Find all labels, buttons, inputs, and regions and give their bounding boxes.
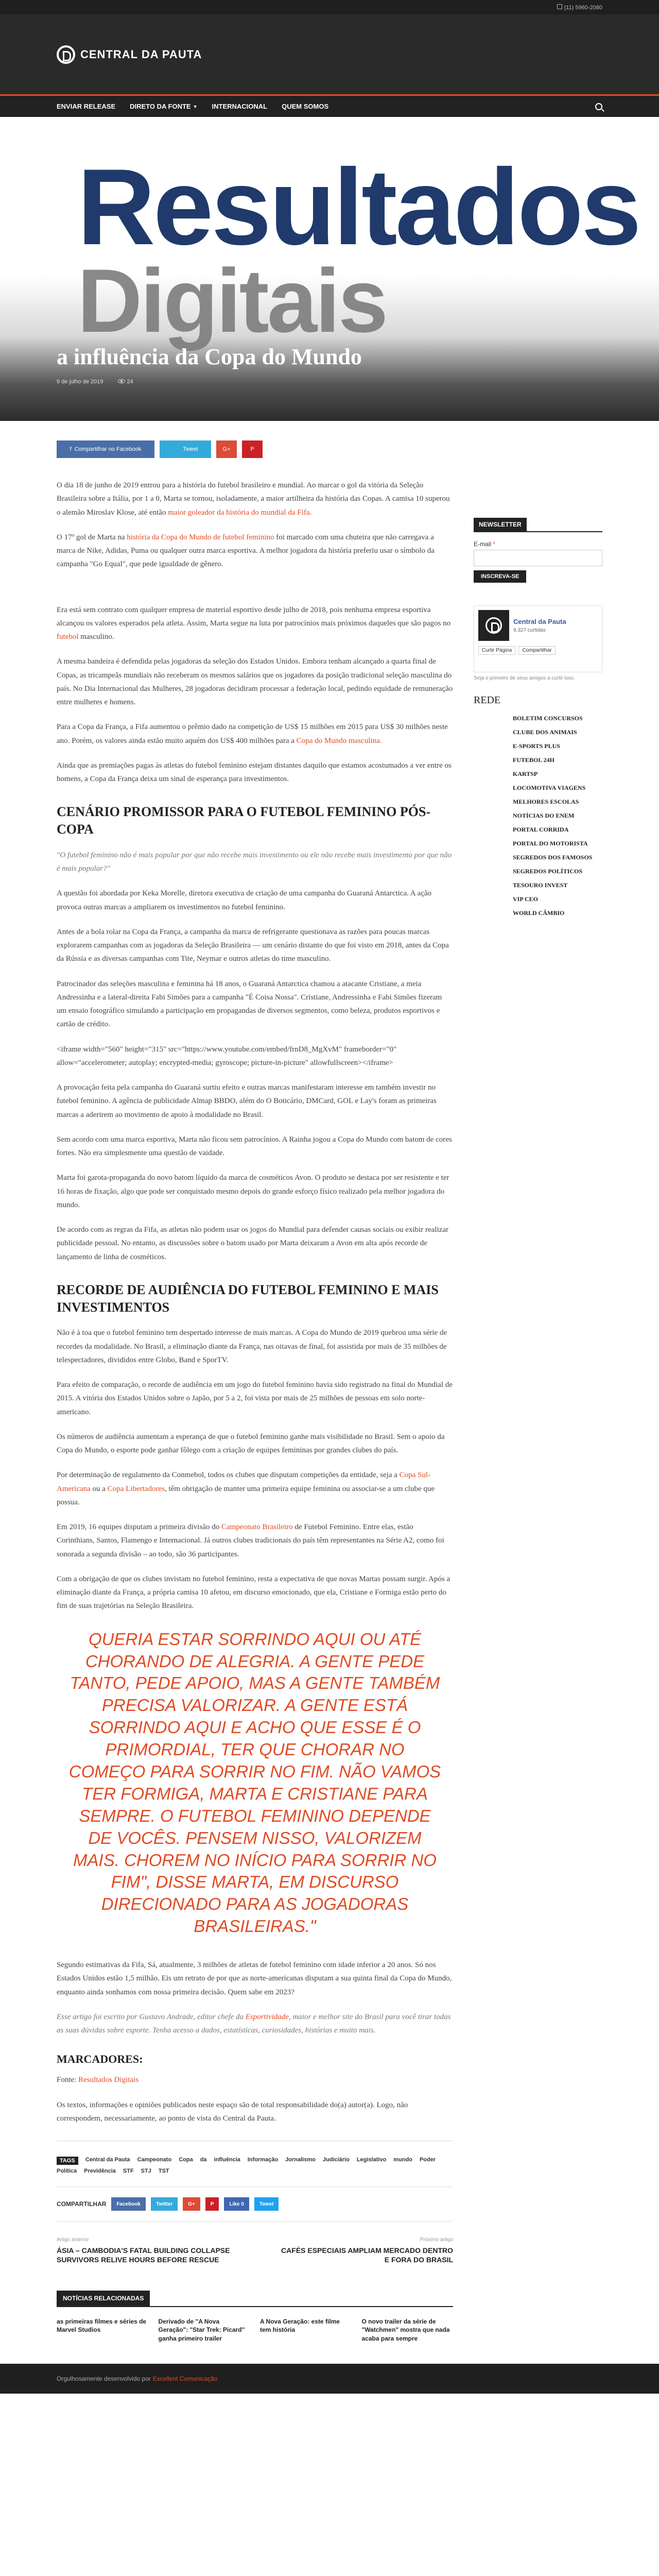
nav-item-quem-somos[interactable]: QUEM SOMOS	[282, 103, 329, 110]
paragraph: Em 2019, 16 equipes disputam a primeira divisão do Campeonato Brasileiro de Futebol Feminino. Entre elas, estão Corinthians, Santos, Flamengo e Internacional. Já outros clubes tradicionais do país têm representantes na Série A2, como foi sonorada a segunda divisão – ao todo, são 36 participantes.	[57, 1523, 444, 1558]
prev-label: Artigo anterior	[57, 2237, 89, 2243]
section-heading: RECORDE DE AUDIÊNCIA DO FUTEBOL FEMININO E MAIS INVESTIMENTOS	[57, 1282, 439, 1315]
paragraph: A mesma bandeira é defendida pelas jogadoras da seleção dos Estados Unidos. Embora tenham alcançado a quarta final de Copas, as tricampeãs mundiais não receberam os mesmos salários que os jogadores da posição tradicional seleção masculina do país. No Dia Internacional das Mulheres, 28 jogadoras decidiram processar a federação local, pedindo equidade de remuneração entre mulheres e homens.	[57, 657, 453, 706]
paragraph: Ainda que as premiações pagas às atletas do futebol feminino estejam distantes daquilo que estamos acostumados a ver entre os homens, a Copa da França deixa um sinal de esperança para investimentos.	[57, 761, 452, 783]
footer-link[interactable]: Excellent Comunicação	[152, 2375, 218, 2382]
paragraph: O dia 18 de junho de 2019 entrou para a história do futebol brasileiro e mundial. Ao marcar o gol da vitória da Seleção Brasileira sobre a Itália, por 1 a 0, Marta se tornou, isoladamente, a maior artilheira da história das Copas. A camisa 10 superou o alemão Miroslav Klose, até então maior goleador da história do mundial da Fifa.	[57, 481, 450, 517]
nav-item-internacional[interactable]: INTERNACIONAL	[212, 103, 268, 110]
rede-item[interactable]: MELHORES ESCOLAS	[513, 798, 579, 805]
rede-item[interactable]: PORTAL DO MOTORISTA	[513, 840, 588, 847]
tag-link[interactable]: STF	[123, 2168, 134, 2175]
rede-item[interactable]: CLUBE DOS ANIMAIS	[513, 728, 577, 736]
tag-link[interactable]: Informação	[247, 2157, 279, 2163]
inline-link[interactable]: Esportividade	[245, 2012, 289, 2021]
email-field[interactable]	[474, 550, 602, 566]
phone-info	[557, 4, 602, 11]
twitter-icon: 🐦	[172, 446, 180, 453]
rede-item[interactable]: SEGREDOS POLÍTICOS	[513, 868, 583, 875]
nav-item-enviar-release[interactable]: ENVIAR RELEASE	[57, 103, 116, 110]
related-header-bar	[57, 2280, 453, 2307]
phone-icon	[557, 4, 562, 9]
share-bar-bottom	[57, 2187, 453, 2222]
paragraph: O 17º gol de Marta na história da Copa do Mundo de futebol feminino foi marcado com uma chuteira que não carregava a marca de Nike, Adidas, Puma ou qualquer outra marca esportiva. A melhor jogadora da história preferiu usar o símbolo da campanha "Go Equal", que pede igualdade de gênero.	[57, 533, 435, 569]
related-list	[57, 2307, 453, 2364]
share-facebook-button[interactable]: Facebook	[111, 2197, 146, 2211]
section-heading: CENÁRIO PROMISSOR PARA O FUTEBOL FEMININO PÓS-COPA	[57, 804, 431, 837]
inline-link[interactable]: futebol	[57, 633, 79, 641]
embed-code-text: <iframe width="560" height="315" src="https://www.youtube.com/embed/frnD8_MgXvM" frameborder="0" allow="accelerometer; autoplay; encrypted-media; gyroscope; picture-in-picture" allowfullscreen></iframe>	[57, 1045, 397, 1067]
newsletter-heading: NEWSLETTER	[474, 518, 527, 531]
rede-list	[474, 711, 602, 920]
paragraph: Não é à toa que o futebol feminino tem despertado interesse de mais marcas. A Copa do Mundo de 2019 quebrou uma série de recordes da modalidade. No Brasil, a eliminação diante da França, nas oitavas de final, foi assistida por mais de 35 milhões de telespectadores, divididos entre Globo, Band e SporTV.	[57, 1329, 447, 1364]
paragraph: Patrocinador das seleções masculina e feminina há 18 anos, o Guaraná Antarctica chamou a atacante Cristiane, a meia Andressinha e a lateral-direita Fabi Simões para a campanha "É Coisa Nossa". Cristiane, Andressinha e Fabi Simões fizeram um ensaio fotográfico simulando a participação em propagandas de diversos segmentos, como beleza, produtos esportivos e cartão de crédito.	[57, 979, 442, 1029]
tag-link[interactable]: Política	[57, 2168, 77, 2175]
fb-caption: Seja o primeiro de seus amigos a curtir isso.	[474, 675, 575, 681]
share-gplus-button[interactable]: G+	[183, 2197, 200, 2211]
footer-text: Orgulhosamente desenvolvido por	[57, 2375, 151, 2382]
paragraph: De acordo com as regras da Fifa, as atletas não podem usar os jogos do Mundial para defender causas sociais ou exibir realizar publicidade pessoal. No entanto, as discussões sobre o batom usado por Marta deixaram a Avon em alta após recorde de lançamento de linha de cosméticos.	[57, 1226, 448, 1261]
paragraph: A provocação feita pela campanha do Guaraná surtiu efeito e outras marcas manifestaram interesse em também investir no futebol feminino. A agência de publicidade Almap BBDO, além do O Boticário, DMCard, GOL e Lay's foram as primeiras marcas a aderirem ao movimento de apoio à modalidade no Brasil.	[57, 1083, 437, 1119]
share-bar	[57, 440, 453, 458]
rede-item[interactable]: SEGREDOS DOS FAMOSOS	[513, 854, 593, 861]
phone-number: (11) 5960-2080	[564, 4, 602, 11]
rede-item[interactable]: PORTAL CORRIDA	[513, 826, 569, 833]
tag-link[interactable]: Central da Pauta	[85, 2157, 130, 2163]
paragraph: Por determinação de regulamento da Conmebol, todos os clubes que disputam competições da entidade, seja a Copa Sul-Americana ou a Copa Libertadores, têm obrigação de manter uma primeira equipe feminina ou associar-se a um clube que possua.	[57, 1471, 435, 1506]
paragraph: Os números de audiência aumentam a esperança de que o futebol feminino ganhe mais visibilidade no Brasil. Sem o apoio da Copa do Mundo, o esporte pode ganhar fôlego com a criação de equipes femininas por grandes clubes do país.	[57, 1432, 445, 1455]
fb-like-button[interactable]: Like 0	[224, 2197, 249, 2211]
share-pinterest-button[interactable]: P	[242, 440, 263, 458]
rede-heading: REDE	[474, 694, 501, 706]
tag-link[interactable]: Legislativo	[356, 2157, 387, 2163]
inline-link[interactable]: Copa Sul-Americana	[57, 1471, 431, 1493]
tag-link[interactable]: influência	[214, 2157, 240, 2163]
inline-link[interactable]: história da Copa do Mundo de futebol feminino	[127, 533, 274, 541]
hero-banner	[0, 117, 659, 421]
pull-quote: QUERIA ESTAR SORRINDO AQUI OU ATÉ CHORANDO DE ALEGRIA. A GENTE PEDE TANTO, PEDE APOIO, MAS A GENTE TAMBÉM PRECISA VALORIZAR. A GENTE ESTÁ SORRINDO AQUI E ACHO QUE ESSE É O PRIMORDIAL, TER QUE CHORAR NO COMEÇO PARA SORRIR NO FIM. NÃO VAMOS TER FORMIGA, MARTA E CRISTIANE PARA SEMPRE. O FUTEBOL FEMININO DEPENDE DE VOCÊS. PENSEM NISSO, VALORIZEM MAIS. CHOREM NO INÍCIO PARA SORRIR NO FIM", DISSE MARTA, EM DISCURSO DIRECIONADO PARA AS JOGADORAS BRASILEIRAS."	[68, 1629, 441, 1936]
next-title[interactable]: CAFÉS ESPECIAIS AMPLIAM MERCADO DENTRO E FORA DO BRASIL	[281, 2246, 453, 2264]
tag-link[interactable]: Jornalismo	[285, 2157, 316, 2163]
share-pinterest-button[interactable]: P	[205, 2197, 219, 2211]
inline-link[interactable]: Copa do Mundo masculina.	[296, 736, 382, 745]
post-views: 24	[118, 379, 133, 385]
paragraph: Sem acordo com uma marca esportiva, Marta não ficou sem patrocínios. A Rainha jogou a Copa do Mundo com batom de cores fortes. Não era simplesmente uma questão de vaidade.	[57, 1135, 452, 1158]
logo-mark-icon	[485, 617, 502, 634]
share-facebook-button[interactable]: f Compartilhar no Facebook	[57, 440, 154, 458]
site-header	[0, 14, 659, 94]
paragraph: Marta foi garota-propaganda do novo batom líquido da marca de cosméticos Avon. O produto se destaca por ser resistente e ter 16 horas de fixação, algo que pode ser conquistado mesmo depois do grande esforço físico realizado pela melhor jogadora do mundo.	[57, 1174, 449, 1209]
tag-list	[57, 2141, 453, 2174]
search-icon[interactable]	[595, 103, 602, 110]
share-twitter-button[interactable]: 🐦 Tweet	[160, 440, 211, 458]
spacer	[57, 583, 453, 603]
tag-link[interactable]: da	[200, 2157, 207, 2163]
page-thumbnail	[478, 610, 509, 641]
related-item[interactable]: A Nova Geração: este filme tem história	[260, 2317, 340, 2334]
fb-likes: 9.327 curtidas	[513, 628, 546, 633]
fb-page-name[interactable]: Central da Pauta	[513, 618, 566, 625]
rede-item[interactable]: BOLETIM CONCURSOS	[513, 715, 583, 722]
top-bar	[0, 0, 659, 14]
post-meta	[57, 379, 133, 385]
rede-item[interactable]: E-SPORTS PLUS	[513, 742, 560, 750]
fb-like-page-button[interactable]: Curtir Página	[478, 646, 515, 655]
paragraph: Para efeito de comparação, o recorde de audiência em um jogo do futebol feminino havia sido registrado na final do Mundial de 2015. A vitória dos Estados Unidos sobre o Japão, por 5 a 2, foi vista por mais de 25 milhões de pessoas em solo norte-americano.	[57, 1381, 453, 1416]
fb-share-button[interactable]: Compartilhar	[518, 646, 555, 655]
logo-mark-icon	[57, 45, 75, 64]
tag-link[interactable]: Poder	[419, 2157, 436, 2163]
inline-link[interactable]: maior goleador da história do mundial da Fifa.	[168, 508, 312, 517]
article-body	[57, 440, 453, 2364]
site-footer	[0, 2364, 659, 2394]
source-line: Fonte: Resultados Digitais	[57, 2076, 139, 2084]
related-item[interactable]: O novo trailer da série de "Watchmen" mostra que nada acaba para sempre	[361, 2317, 450, 2343]
post-date: 9 de julho de 2019	[57, 379, 103, 385]
related-item[interactable]: Derivado de "A Nova Geração": "Star Trek: Picard" ganha primeiro trailer	[158, 2317, 245, 2343]
rede-item[interactable]: FUTEBOL 24H	[513, 756, 555, 764]
tag-link[interactable]: Copa	[179, 2157, 193, 2163]
chevron-down-icon: ▼	[193, 104, 198, 109]
hero-brand-line-2: Digitais	[77, 251, 387, 351]
facebook-icon: f	[70, 446, 72, 452]
sidebar	[474, 440, 602, 2364]
tag-link[interactable]: mundo	[393, 2157, 412, 2163]
eye-icon	[118, 379, 125, 383]
related-item[interactable]: as primeiras filmes e séries de Marvel Studios	[57, 2317, 147, 2334]
tag-link[interactable]: Judiciário	[322, 2157, 350, 2163]
rede-item[interactable]: VIP CEO	[513, 895, 539, 903]
main-nav	[0, 94, 659, 117]
nav-item-direto-da-fonte[interactable]: DIRETO DA FONTE ▼	[130, 103, 198, 110]
marcadores-heading: MARCADORES:	[57, 2053, 143, 2066]
share-gplus-button[interactable]: G+	[216, 440, 237, 458]
email-label: E-mail *	[474, 540, 496, 548]
tag-link[interactable]: Previdência	[84, 2168, 116, 2175]
paragraph: Com a obrigação de que os clubes invistam no futebol feminino, resta a expectativa de que novas Martas possam surgir. Após a eliminação diante da França, a própria camisa 10 afetou, em discurso emocionado, que ela, Cristiane e Formiga estão perto do fim de suas trajetórias na Seleção Brasileira.	[57, 1574, 450, 1611]
inline-link[interactable]: Campeonato Brasileiro	[221, 1523, 293, 1532]
next-post[interactable]	[278, 2237, 453, 2264]
post-navigation	[57, 2222, 453, 2280]
rede-item[interactable]: TESOURO INVEST	[513, 882, 568, 889]
share-label: COMPARTILHAR	[57, 2200, 107, 2208]
prev-title[interactable]: ÁSIA – CAMBODIA'S FATAL BUILDING COLLAPSE SURVIVORS RELIVE HOURS BEFORE RESCUE	[57, 2246, 230, 2264]
site-logo[interactable]	[57, 45, 202, 64]
next-label: Próximo artigo	[420, 2237, 453, 2243]
rede-item[interactable]: WORLD CÂMBIO	[513, 909, 565, 917]
inline-link[interactable]: Copa Libertadores	[107, 1484, 165, 1493]
quote: "O futebol feminino não é mais popular por que não recebe mais investimento ou ele não recebe mais investimento por que não é mais popular?"	[57, 851, 452, 873]
rede-item[interactable]: NOTÍCIAS DO ENEM	[513, 812, 575, 819]
paragraph: Antes de a bola rolar na Copa da França, a campanha da marca de refrigerante questionava as razões para poucas marcas explorarem campanhas com as jogadoras da Seleção Brasileira — um cenário distante do que foi visto em 2018, antes da Copa da Rússia e as diversas campanhas com Tite, Neymar e outros atletas do time masculino.	[57, 927, 449, 963]
disclaimer: Os textos, informações e opiniões publicados neste espaço são de total responsabilidade do(a) autor(a). Logo, não correspondem, necessariamente, ao ponto de vista do Central da Pauta.	[57, 2100, 408, 2123]
tag-link[interactable]: Campeonato	[137, 2157, 172, 2163]
author-note: Esse artigo foi escrito por Gustavo Andrade, editor chefe da Esportividade, maior e melhor site do Brasil para você tirar todas as suas dúvidas sobre esporte. Tenha acesso a dados, estatísticas, curiosidades, histórias e muito mais.	[57, 2012, 451, 2035]
rede-item[interactable]: LOCOMOTIVA VIAGENS	[513, 784, 586, 791]
paragraph: Segundo estimativas da Fifa, Sá, atualmente, 3 milhões de atletas de futebol feminino com idade inferior a 20 anos. Só nos Estados Unidos estão 1,5 milhão. Eis um retrato de por que as norte-americanas disputam a sua quinta final da Copa do Mundo, enquanto ainda sonhamos com nossa primeira decisão. Quem sabe em 2023?	[57, 1961, 452, 1996]
prev-post[interactable]	[57, 2237, 232, 2264]
paragraph: Para a Copa da França, a Fifa aumentou o prêmio dado na competição de US$ 15 milhões em 2015 para US$ 30 milhões neste ano. Porém, os valores ainda estão muito aquém dos US$ 400 milhões para a Copa do Mundo masculina.	[57, 723, 448, 745]
page-title: a influência da Copa do Mundo	[57, 344, 362, 369]
related-heading: NOTÍCIAS RELACIONADAS	[57, 2291, 150, 2306]
share-twitter-button[interactable]: Twitter	[151, 2197, 178, 2211]
subscribe-button[interactable]: INSCREVA-SE	[474, 570, 526, 583]
rede-item[interactable]: KARTSP	[513, 770, 538, 777]
paragraph: Era está sem contrato com qualquer empresa de material esportivo desde julho de 2018, pois nenhuma empresa esportiva alcançou os valores esperados pela atleta. Assim, Marta segue na luta por patrocínios mais próximos daqueles que são pagos no futebol masculino.	[57, 605, 451, 641]
tag-link[interactable]: TST	[158, 2168, 169, 2175]
paragraph: A questão foi abordada por Keka Morelle, diretora executiva de criação de uma campanha do Guaraná Antarctica. A ação provoca outras marcas a ampliarem os investimentos no futebol feminino.	[57, 889, 432, 911]
hero-brand-line-1: Resultados	[77, 146, 639, 267]
source-link[interactable]: Resultados Digitais	[78, 2076, 139, 2084]
newsletter-header-bar	[474, 518, 602, 532]
tags-label: TAGS	[57, 2157, 78, 2165]
content-container	[57, 421, 602, 2364]
logo-text: CENTRAL DA PAUTA	[80, 47, 202, 61]
tag-link[interactable]: STJ	[141, 2168, 151, 2175]
facebook-page-widget[interactable]	[474, 605, 602, 672]
tweet-button[interactable]: Tweet	[254, 2197, 279, 2211]
